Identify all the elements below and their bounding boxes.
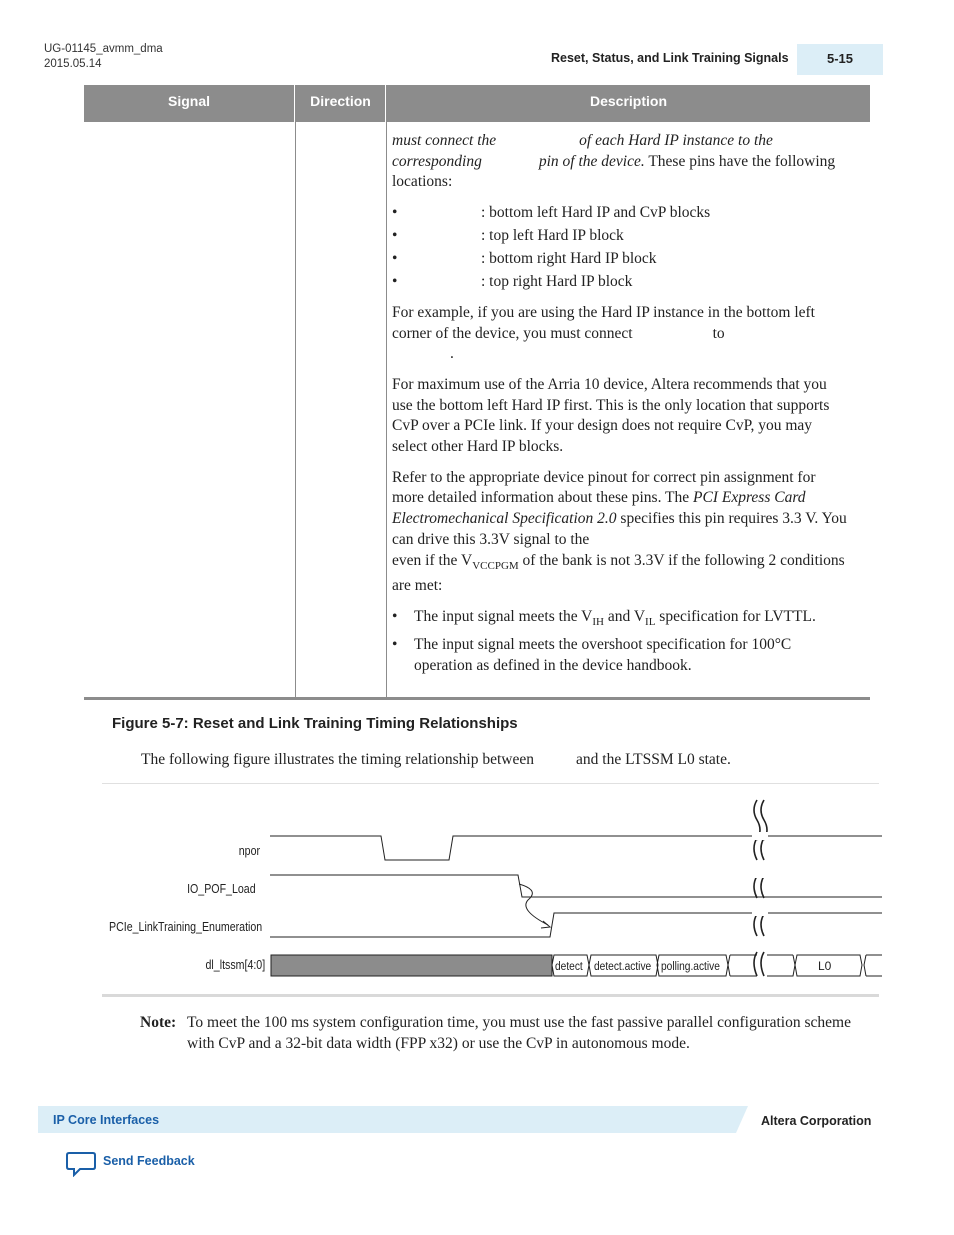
desc-text: . (450, 345, 454, 363)
desc-text: of the bank is not 3.3V if the following 2 conditions are met: (392, 551, 845, 595)
bus-cell-gap (767, 955, 795, 976)
document-id: UG-01145_avmm_dma (44, 43, 163, 55)
desc-text: pin of the device. (538, 152, 645, 170)
send-feedback-link[interactable]: Send Feedback (103, 1154, 195, 1168)
figure-bottom-rule (102, 994, 879, 997)
desc-text: The input signal meets the V (414, 608, 593, 626)
note-label: Note: (140, 1014, 177, 1031)
desc-text: Refer to the appropriate device pinout for correct pin assignment for more detailed information about these pins. The (392, 468, 816, 507)
note (140, 1012, 870, 1054)
bus-cell-tail (864, 955, 882, 976)
note-text: To meet the 100 ms system configuration time, you must use the fast passive parallel configuration scheme with CvP and a 32-bit data width (FPP x32) or use the CvP in autonomous mode. (187, 1014, 851, 1052)
desc-text: For example, if you are using the Hard IP instance in the bottom left corner of the device, you must connect (392, 303, 815, 342)
list-item: • The input signal meets the overshoot specification for 100°C operation as defined in the device handbook. (392, 635, 847, 676)
feedback-icon[interactable] (66, 1151, 96, 1177)
signal-label-pcie-linktraining: PCIe_LinkTraining_Enumeration (108, 920, 262, 934)
desc-paragraph-3: For maximum use of the Arria 10 device, Altera recommends that you use the bottom left Hard IP first. This is the only location that supports CvP over a PCIe link. If your design does not require CvP, you may select other Hard IP blocks. (392, 375, 830, 456)
bus-cell-unknown (728, 955, 757, 976)
location-text: : top right Hard IP block (481, 273, 633, 291)
desc-subscript: VCCPGM (472, 559, 519, 572)
pcie-linktraining-waveform (270, 913, 882, 937)
signal-label-npor: npor (238, 844, 260, 858)
causality-arrow (519, 884, 548, 925)
desc-text: corresponding (392, 152, 482, 170)
npor-waveform (270, 836, 882, 860)
bus-label-polling-active: polling.active (661, 960, 720, 974)
desc-text: of each Hard IP instance to the (579, 132, 773, 149)
page-number: 5-15 (797, 44, 883, 75)
break-marks (754, 800, 767, 976)
column-header-direction: Direction (296, 85, 385, 122)
figure-caption: Figure 5-7: Reset and Link Training Timing Relationships (112, 715, 518, 732)
bus-label-l0: L0 (818, 959, 832, 973)
desc-text: and V (603, 608, 646, 626)
io-pof-load-waveform (270, 875, 882, 897)
column-header-signal: Signal (84, 85, 294, 122)
column-header-description: Description (387, 85, 870, 122)
desc-text: These pins have the following locations: (392, 152, 836, 191)
footer-company: Altera Corporation (761, 1114, 872, 1128)
signal-label-io-pof-load: IO_POF_Load (187, 882, 256, 896)
desc-subscript: IL (645, 616, 656, 629)
footer-chapter-link[interactable]: IP Core Interfaces (53, 1113, 160, 1127)
section-title: Reset, Status, and Link Training Signals (551, 51, 789, 65)
signal-label-dl-ltssm: dl_ltssm[4:0] (205, 958, 265, 972)
bus-label-detect: detect (555, 960, 583, 974)
desc-subscript: IH (592, 616, 604, 629)
location-text: : top left Hard IP block (481, 227, 624, 245)
location-text: : bottom right Hard IP block (481, 250, 657, 268)
desc-text: must connect the (392, 132, 497, 149)
desc-text: PCI Express Card Electromechanical Specification 2.0 (392, 489, 806, 528)
location-text: : bottom left Hard IP and CvP blocks (481, 204, 711, 222)
document-date: 2015.05.14 (44, 58, 102, 70)
figure-intro-text: The following figure illustrates the timing relationship between (141, 751, 535, 768)
desc-text: even if the V (392, 551, 473, 569)
desc-text: specifies this pin requires 3.3 V. You can drive this 3.3V signal to the (392, 510, 847, 548)
bus-undefined-region (271, 955, 552, 976)
bus-label-detect-active: detect.active (594, 960, 652, 974)
desc-text: specification for LVTTL. (655, 608, 816, 626)
figure-intro-text: and the LTSSM L0 state. (576, 751, 731, 768)
desc-text: to (712, 324, 725, 342)
